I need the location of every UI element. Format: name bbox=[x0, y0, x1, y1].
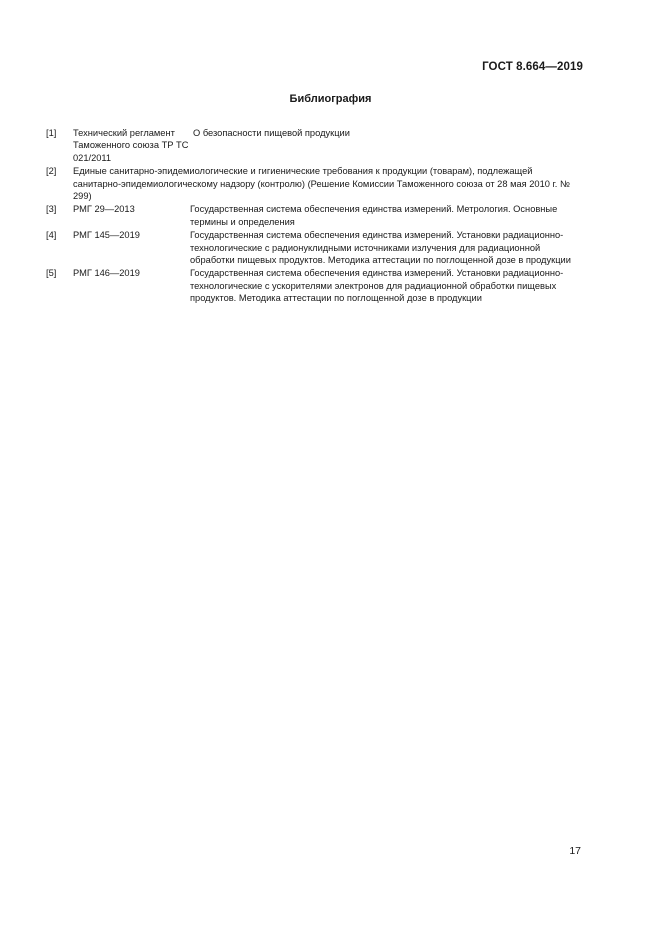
standard-code: ГОСТ 8.664—2019 bbox=[482, 61, 583, 73]
entry-number: [3] bbox=[46, 204, 57, 215]
entry-number: [1] bbox=[46, 128, 57, 138]
entry-number: [2] bbox=[46, 166, 57, 177]
page-number: 17 bbox=[569, 845, 581, 857]
entry-description: Государственная система обеспечения единства измерений. Метрология. Основные термины и определения bbox=[190, 204, 558, 227]
entry-document: РМГ 29—2013 bbox=[73, 204, 135, 215]
section-title: Библиография bbox=[289, 93, 372, 105]
bibliography-entry bbox=[46, 229, 583, 266]
entry-description: О безопасности пищевой продукции bbox=[193, 128, 350, 138]
entry-description: Государственная система обеспечения единства измерений. Установки радиационно-технологические с радионуклидными источниками излучения для радиационной обработки пищевых продуктов. Методика аттестации по поглощенной дозе в продукции bbox=[190, 230, 571, 266]
bibliography-entry bbox=[46, 127, 583, 164]
bibliography-entry bbox=[46, 267, 583, 304]
entry-description: Единые санитарно-эпидемиологические и гигиенические требования к продукции (товарам), подлежащей санитарно-эпидемиологическому надзору (контролю) (Решение Комиссии Таможенного союза от 28 мая 2010 г. № 299) bbox=[73, 166, 570, 202]
bibliography-entry bbox=[46, 165, 583, 202]
entry-number: [5] bbox=[46, 268, 57, 279]
entry-description: Государственная система обеспечения единства измерений. Установки радиационно-технологические с ускорителями электронов для радиационной обработки пищевых продуктов. Методика аттестации по поглощенной дозе в продукции bbox=[190, 268, 564, 304]
entry-document: Технический регламент Таможенного союза ТР ТС 021/2011 bbox=[73, 128, 189, 163]
entry-number: [4] bbox=[46, 230, 57, 241]
entry-document: РМГ 146—2019 bbox=[73, 268, 140, 279]
bibliography-entry bbox=[46, 203, 583, 228]
entry-document: РМГ 145—2019 bbox=[73, 230, 140, 241]
bibliography-list bbox=[46, 127, 583, 306]
